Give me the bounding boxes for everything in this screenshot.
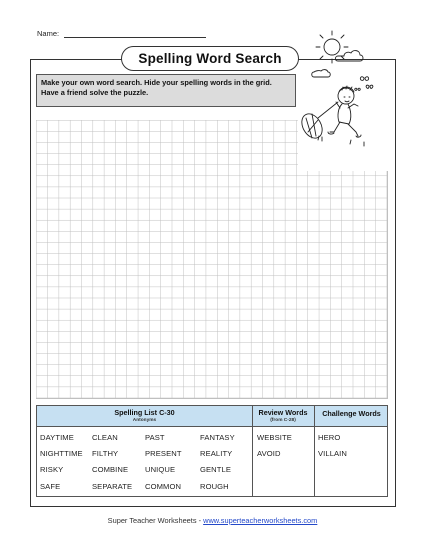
name-line (64, 37, 206, 38)
instructions-box: Make your own word search. Hide your spelling words in the grid. Have a friend solve the puzzle. (36, 74, 296, 107)
column-divider-challenge (314, 406, 315, 496)
spelling-word: REALITY (200, 449, 233, 458)
review-word: WEBSITE (257, 433, 292, 442)
spelling-word: FANTASY (200, 433, 235, 442)
challenge-word: HERO (318, 433, 341, 442)
cloud-icon (335, 51, 363, 61)
spelling-word: COMBINE (92, 465, 129, 474)
word-list-table (36, 405, 388, 497)
spelling-word: RISKY (40, 465, 64, 474)
footer-website-link[interactable]: www.superteacherworksheets.com (203, 516, 318, 525)
footer-brand: Super Teacher Worksheets (107, 516, 197, 525)
challenge-words-header (314, 409, 389, 418)
sun-icon (324, 39, 340, 55)
challenge-words-title: Challenge Words (322, 409, 381, 418)
spelling-word: NIGHTTIME (40, 449, 83, 458)
name-label: Name: (37, 29, 60, 38)
spelling-list-subtitle: Antonyms (132, 418, 157, 423)
butterfly-icon (360, 77, 368, 81)
spelling-word: CLEAN (92, 433, 118, 442)
spelling-word: SAFE (40, 482, 61, 491)
title-banner: Spelling Word Search (121, 46, 299, 71)
spelling-word: PAST (145, 433, 165, 442)
spelling-word: SEPARATE (92, 482, 133, 491)
spelling-word: PRESENT (145, 449, 182, 458)
footer-separator: - (196, 516, 204, 525)
spelling-word: ROUGH (200, 482, 229, 491)
review-words-subtitle: (from C-28) (270, 418, 296, 423)
boy-with-butterfly-net-illustration (290, 28, 390, 170)
spelling-list-header (37, 408, 252, 423)
spelling-word: GENTLE (200, 465, 231, 474)
review-words-title: Review Words (258, 408, 308, 417)
challenge-word: VILLAIN (318, 449, 347, 458)
spelling-word: UNIQUE (145, 465, 176, 474)
review-word: AVOID (257, 449, 281, 458)
spelling-list-title: Spelling List C-30 (114, 408, 175, 417)
review-words-header (252, 408, 314, 423)
spelling-word: FILTHY (92, 449, 119, 458)
spelling-word: COMMON (145, 482, 182, 491)
spelling-word: DAYTIME (40, 433, 74, 442)
footer (0, 516, 425, 525)
